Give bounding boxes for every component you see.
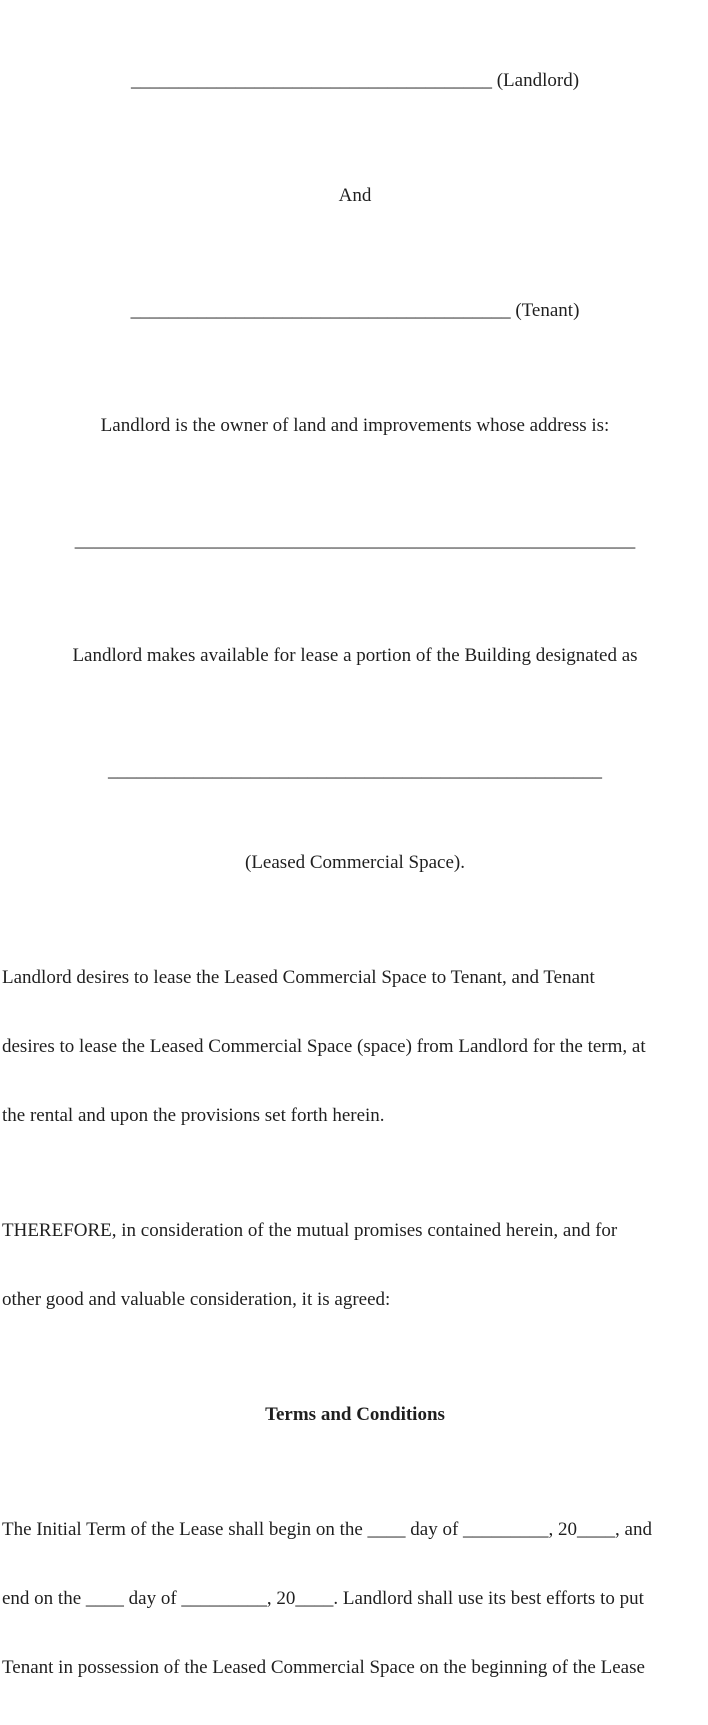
desire-paragraph-line-1: Landlord desires to lease the Leased Commercial Space to Tenant, and Tenant	[2, 967, 595, 988]
terms-and-conditions-heading: Terms and Conditions	[265, 1404, 445, 1425]
designation-caption: (Leased Commercial Space).	[245, 852, 465, 873]
and-conjunction: And	[338, 185, 372, 206]
landlord-signature-line: ______________________________________ (Landlord)	[130, 70, 580, 91]
tenant-signature-line: ________________________________________ (Tenant)	[130, 300, 580, 321]
initial-term-paragraph-line-1: The Initial Term of the Lease shall begin on the ____ day of _________, 20____, and	[2, 1519, 652, 1540]
address-blank-line: ___________________________________________________________	[74, 530, 636, 551]
desire-paragraph-line-3: the rental and upon the provisions set forth herein.	[2, 1105, 385, 1126]
availability-statement: Landlord makes available for lease a portion of the Building designated as	[72, 645, 638, 666]
desire-paragraph-line-2: desires to lease the Leased Commercial Space (space) from Landlord for the term, at	[2, 1036, 646, 1057]
therefore-paragraph-line-2: other good and valuable consideration, it is agreed:	[2, 1289, 391, 1310]
therefore-paragraph-line-1: THEREFORE, in consideration of the mutual promises contained herein, and for	[2, 1220, 618, 1241]
designation-blank-line: ____________________________________________________	[108, 760, 602, 781]
initial-term-paragraph-line-2: end on the ____ day of _________, 20____. Landlord shall use its best efforts to put	[2, 1588, 644, 1609]
initial-term-paragraph-line-3: Tenant in possession of the Leased Commercial Space on the beginning of the Lease	[2, 1657, 645, 1678]
owner-statement: Landlord is the owner of land and improvements whose address is:	[100, 415, 610, 436]
